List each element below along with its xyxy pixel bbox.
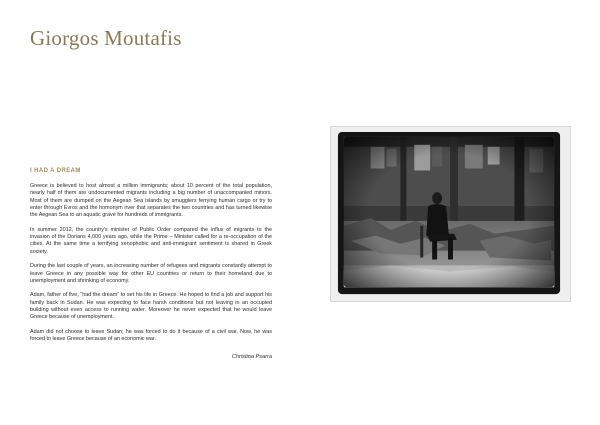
author-signature: Christina Psarra bbox=[231, 353, 272, 360]
documentary-photo bbox=[330, 126, 571, 302]
article-section bbox=[30, 168, 272, 361]
author-name: Giorgos Moutafis bbox=[30, 26, 182, 50]
paragraph-5: Adam did not choose to leave Sudan; he was forced to do it because of a civil war. Now, he was forced to leave Greece because of an economic war. bbox=[30, 328, 272, 343]
paragraph-3: During the last couple of years, an increasing number of refugees and migrants constantly attempt to leave Greece in any possible way for other EU countries or return to their homeland due to unemployment and shrinking of economy. bbox=[30, 263, 272, 284]
paragraph-4: Adam, father of five, “had the dream” to set his life in Greece. He hoped to find a job and support his family back in Sudan. He was expecting to face harsh conditions but not leaving in an occupied building without even access to running water. Moreover he never expected that he would leave Greece because of unemployment. bbox=[30, 292, 272, 321]
photo-illustration bbox=[331, 127, 570, 301]
paragraph-2: In summer 2012, the country's minister of Public Order compared the influx of migrants to the invasion of the Dorians 4,000 years ago, while the Prime – Minister called for a re-occupation of the cities. At the same time a terrifying xenophobic and anti-immigrant sentiment is shared in Greek society. bbox=[30, 226, 272, 255]
paragraph-1: Greece is believed to host almost a million immigrants; about 10 percent of the total population, nearly half of them are undocumented migrants including a big number of unaccompanied minors. Most of them are dumped on the Aegean Sea islands by smugglers ferrying human cargo or try to enter through Evros and the homonym river that separates the two countries and has turned likewise the Aegean Sea to an aquatic grave for hundreds of immigrants. bbox=[30, 183, 272, 219]
section-title: I HAD A DREAM bbox=[30, 168, 81, 174]
